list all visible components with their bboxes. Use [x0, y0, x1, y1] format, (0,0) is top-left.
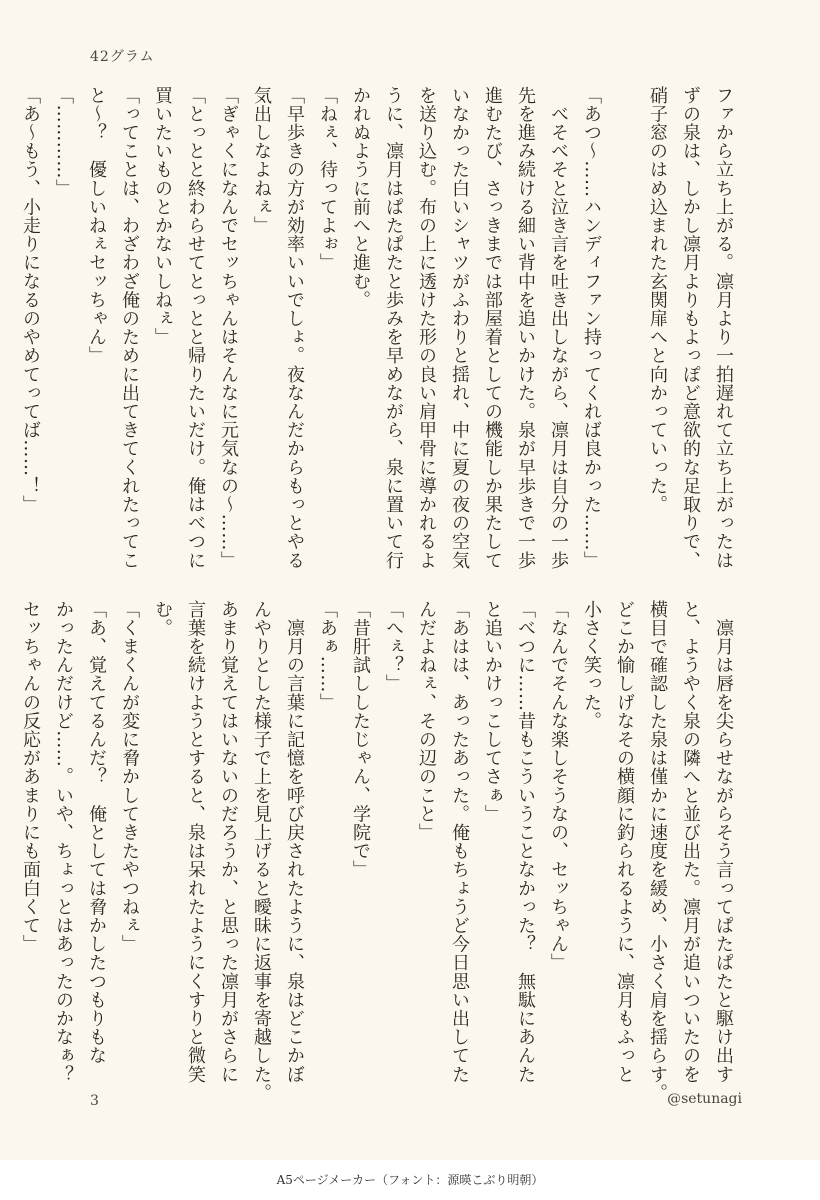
- text-line: べそべそと泣き言を吐き出しながら、凛月は自分の一歩: [548, 86, 569, 570]
- text-line: セッちゃんの反応があまりにも面白くて」: [20, 600, 41, 954]
- text-line: 言葉を続けようとすると、泉は呆れたようにくすりと微笑: [185, 600, 206, 1084]
- text-line: と～？ 優しいねぇセッちゃん」: [86, 86, 107, 365]
- page-title: 42グラム: [90, 49, 155, 65]
- text-line: 「昔肝試ししたじゃん、学院で」: [350, 600, 371, 879]
- text-line: 「とっとと終わらせてとっとと帰りたいだけ。俺はべつに: [185, 86, 206, 570]
- text-line: 「べつに……昔もこういうことなかった？ 無駄にあんた: [515, 600, 536, 1084]
- text-line: んだよねぇ、その辺のこと」: [416, 600, 437, 842]
- footer-credit: A5ページメーカー（フォント：源暎こぶり明朝）: [0, 1160, 820, 1200]
- text-line: 気出しなよねぇ」: [251, 86, 272, 235]
- text-line: [608, 86, 641, 506]
- text-line: 「へぇ？」: [383, 600, 404, 693]
- text-line: んやりとした様子で上を見上げると曖昧に返事を寄越した。: [251, 600, 272, 1103]
- text-line: 横目で確認した泉は僅かに速度を緩め、小さく肩を揺らす。: [647, 600, 668, 1103]
- text-line: 「あはは、あったあった。俺もちょうど今日思い出してた: [449, 600, 470, 1084]
- text-line: 「あつ～……ハンディファン持ってくれば良かった……」: [581, 86, 602, 570]
- text-line: 凛月の言葉に記憶を呼び戻されたように、泉はどこかぼ: [284, 600, 305, 1084]
- text-line: 「なんでそんな楽しそうなの、セッちゃん」: [548, 600, 569, 972]
- text-line: 「ってことは、わざわざ俺のために出てきてくれたってこ: [119, 86, 140, 570]
- page-number: 3: [90, 1093, 99, 1109]
- text-line: 「…………」: [53, 86, 74, 198]
- text-line: 小さく笑った。: [581, 600, 602, 731]
- text-line: ファから立ち上がる。凛月より一拍遅れて立ち上がったは: [713, 86, 734, 570]
- text-block-top: [20, 86, 740, 570]
- text-line: あまり覚えてはいないのだろうか、と思った凛月がさらに: [218, 600, 239, 1084]
- text-line: を送り込む。布の上に透けた形の良い肩甲骨に導かれるよ: [416, 86, 437, 570]
- text-line: 買いたいものとかないしねぇ」: [152, 86, 173, 347]
- text-line: 硝子窓のはめ込まれた玄関扉へと向かっていった。: [647, 86, 668, 514]
- text-line: うに、凛月はぱたぱたと歩みを早めながら、泉に置いて行: [383, 86, 404, 570]
- text-line: 「くまくんが変に脅かしてきたやつねぇ」: [119, 600, 140, 954]
- text-line: 先を進み続ける細い背中を追いかけた。泉が早歩きで一歩: [515, 86, 536, 570]
- text-line: 「早歩きの方が効率いいでしょ。夜なんだからもっとやる: [284, 86, 305, 570]
- text-line: いなかった白いシャツがふわりと揺れ、中に夏の夜の空気: [449, 86, 470, 570]
- text-line: 「ぎゃくになんでセッちゃんはそんなに元気なの～……」: [218, 86, 239, 570]
- text-line: 「あ～もう、小走りになるのやめてってば……！」: [20, 86, 41, 514]
- text-line: と、ようやく泉の隣へと並び出た。凛月が追いついたのを: [680, 600, 701, 1084]
- text-line: かったんだけど……。いや、ちょっとはあったのかなぁ？: [53, 600, 74, 1084]
- text-line: む。: [152, 600, 173, 638]
- author-handle: @setunagi: [667, 1091, 742, 1107]
- text-line: 進むたび、さっきまでは部屋着としての機能しか果たして: [482, 86, 503, 570]
- text-line: ずの泉は、しかし凛月よりもよっぽど意欲的な足取りで、: [680, 86, 701, 570]
- text-line: 凛月は唇を尖らせながらそう言ってぱたぱたと駆け出す: [713, 600, 734, 1084]
- text-line: 「あぁ……」: [317, 600, 338, 712]
- text-line: 「ねぇ、待ってよぉ」: [317, 86, 338, 272]
- text-line: どこか愉しげなその横顔に釣られるように、凛月もふっと: [614, 600, 635, 1084]
- text-line: かれぬように前へと進む。: [350, 86, 371, 310]
- text-line: 「あ、覚えてるんだ？ 俺としては脅かしたつもりもな: [86, 600, 107, 1065]
- text-line: と追いかけっこしてさぁ」: [482, 600, 503, 824]
